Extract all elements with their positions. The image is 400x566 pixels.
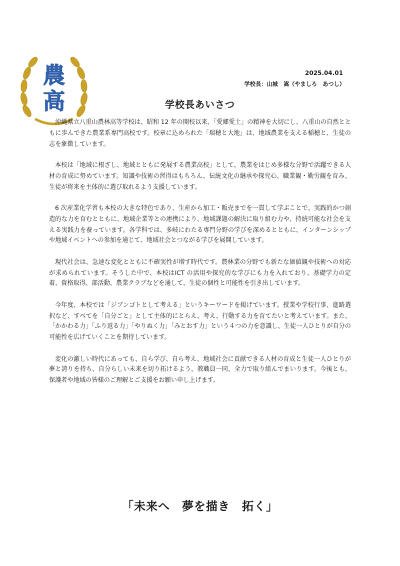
school-slogan: 「未来へ 夢を描き 拓く」 — [122, 499, 278, 513]
emblem-character-upper: 農 — [42, 64, 66, 89]
principal-name: 学校長：山城 嵩（やましろ あつし） — [244, 82, 345, 88]
paragraph: 今年度、本校では「ジブンゴトとして考える」というキーワードを掲げています。授業や学校行事、進路選択など、すべてを「自分ごと」として主体的にとらえ、考え、行動する力を育てたいと考えています。また、「かかわる力」「ふり返る力」「やりぬく力」「みとおす力」という４つの力を意識し、生徒一人ひとりが自分の可能性を広げていくことを期待しています。 — [49, 301, 351, 342]
paragraph: 沖縄県立八重山農林高等学校は、昭和 12 年の開校以来、「愛郷愛土」の精神を大切にし、八重山の自然とともに歩んできた農業系専門高校です。校章に込められた「瑞穂と大地」は、地域農業を支える稲穂と、生徒の志を象徴しています。 — [49, 119, 351, 148]
page-title: 学校長あいさつ — [164, 100, 235, 111]
paragraph: 6 次産業化学習も本校の大きな特色であり、生産から加工・販売までを一貫して学ぶことで、実践的かつ創造的な力を育むとともに、地域企業等との連携により、地域課題の解決に取り組む力や、持続可能な社会を支える実践力を養っています。各学科では、多岐にわたる専門分野の学びを深めるとともに、インターンシップや地域イベントへの参加を通じて、地域社会とつながる学びを展開しています。 — [49, 204, 351, 245]
emblem-character-lower: 高 — [42, 90, 66, 115]
message-body — [49, 118, 351, 398]
paragraph: 本校は「地域に根ざし、地域とともに発展する農業高校」として、農業をはじめ多様な分野で活躍できる人材の育成に努めています。知識や技術の習得はもちろん、伝統文化の継承や探究心、職業観・勤労観を育み、生徒が将来を主体的に選び取れるよう支援しています。 — [49, 161, 351, 191]
paragraph: 現代社会は、急速な変化とともに不確実性が増す時代です。農林業の分野でも新たな価値観や技術への対応が求められています。そうした中で、本校はICT の活用や探究的な学びにも力を入れており、基礎学力の定着、資格取得、部活動、農業クラブなどを通して、生徒の個性と可能性を引き出しています。 — [49, 258, 351, 288]
paragraph: 変化の激しい時代にあっても、自ら学び、自ら考え、地域社会に貢献できる人材の育成と生徒一人ひとりが夢と誇りを持ち、自分らしい未来を切り拓けるよう、教職員一同、全力で取り組んでまいります。今後とも、保護者や地域の皆様のご理解とご支援をお願い申し上げます。 — [49, 355, 351, 385]
school-emblem-icon — [17, 49, 91, 129]
issue-date: 2025.04.01 — [305, 70, 343, 77]
